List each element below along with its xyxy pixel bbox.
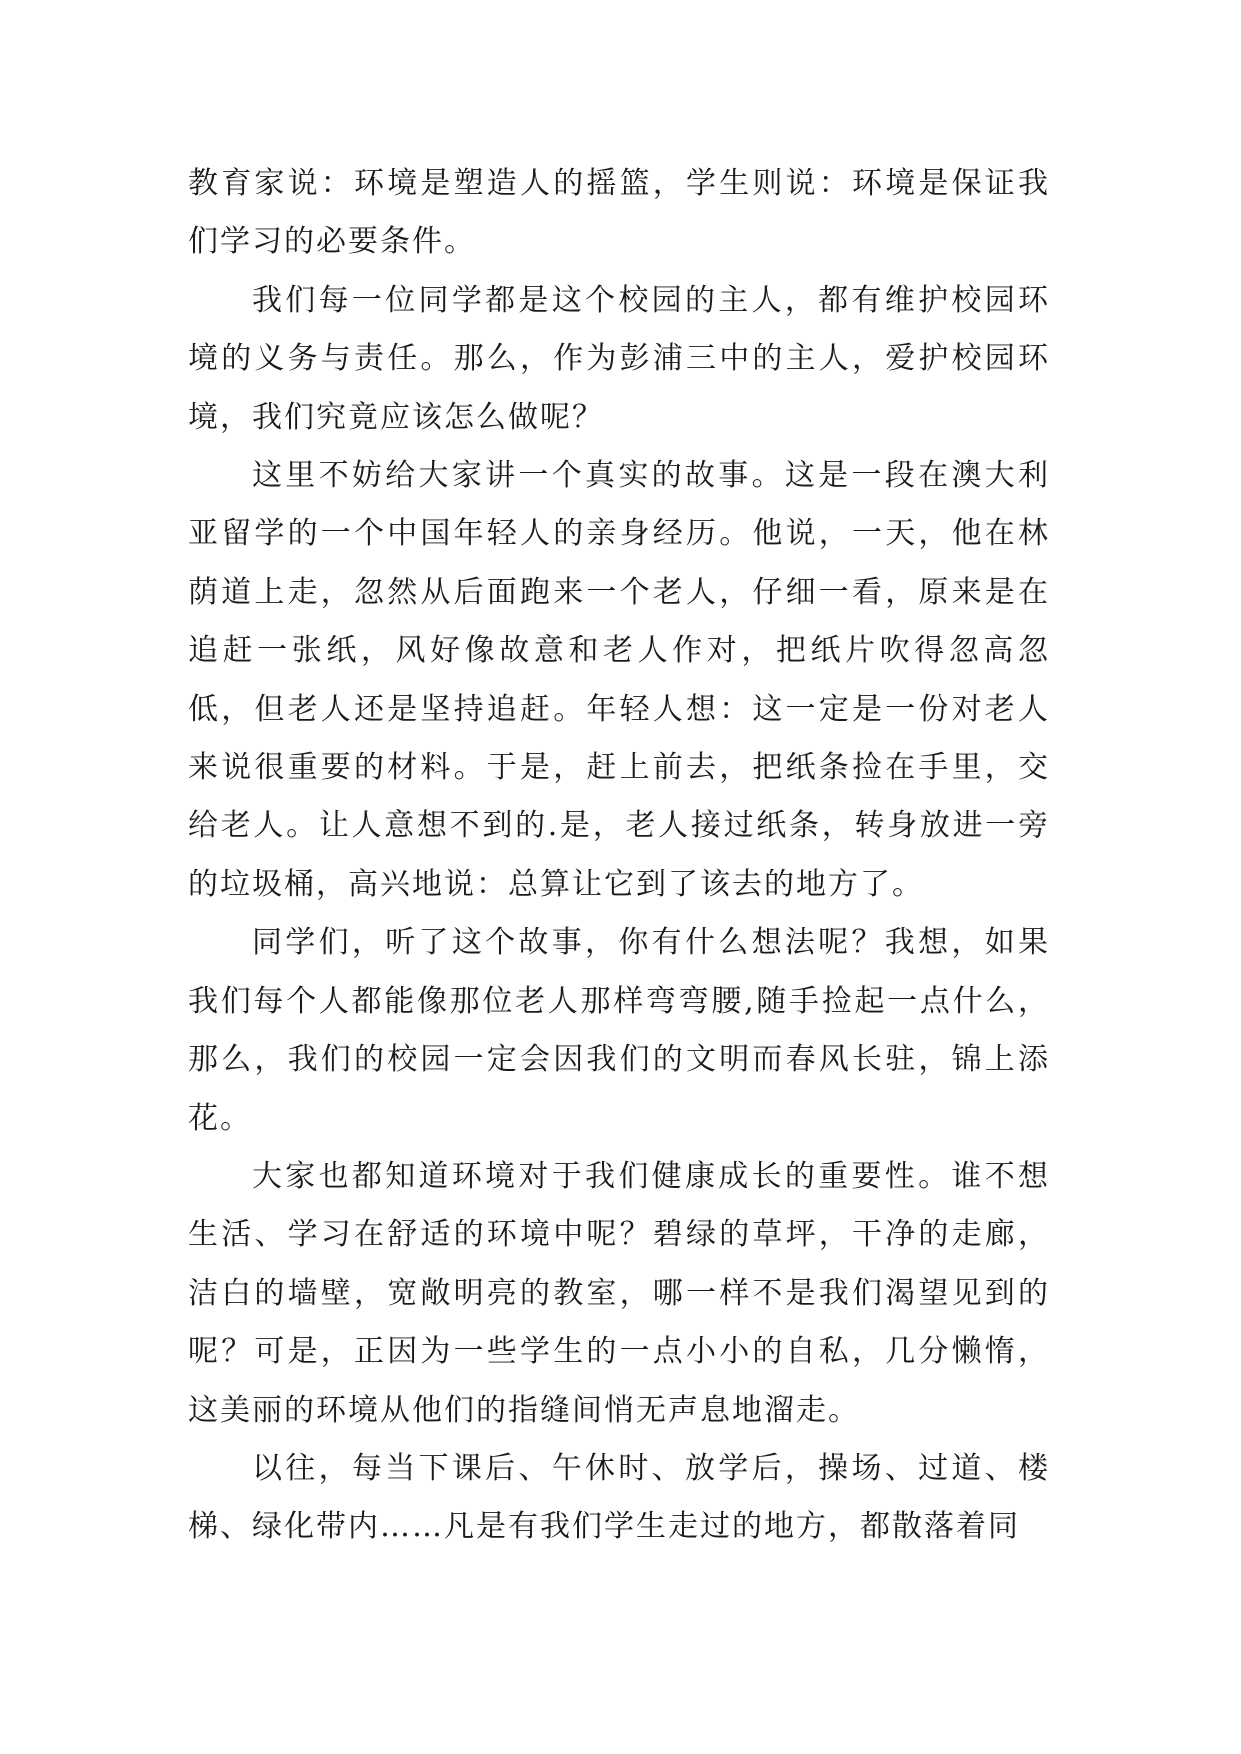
paragraph-1: 教育家说：环境是塑造人的摇篮，学生则说：环境是保证我们学习的必要条件。: [188, 166, 1050, 260]
paragraph-3: 这里不妨给大家讲一个真实的故事。这是一段在澳大利亚留学的一个中国年轻人的亲身经历。他说，一天，他在林荫道上走，忽然从后面跑来一个老人，仔细一看，原来是在追赶一张纸，风好像故意和老人作对，把纸片吹得忽高忽低，但老人还是坚持追赶。年轻人想：这一定是一份对老人来说很重要的材料。于是，赶上前去，把纸条捡在手里，交给老人。让人意想不到的.是，老人接过纸条，转身放进一旁的垃圾桶，高兴地说：总算让它到了该去的地方了。: [188, 458, 1050, 902]
paragraph-2: 我们每一位同学都是这个校园的主人，都有维护校园环境的义务与责任。那么，作为彭浦三中的主人，爱护校园环境，我们究竟应该怎么做呢？: [188, 282, 1050, 435]
document-body: [188, 155, 1050, 1557]
paragraph-4: 同学们，听了这个故事，你有什么想法呢？我想，如果我们每个人都能像那位老人那样弯弯腰,随手捡起一点什么，那么，我们的校园一定会因我们的文明而春风长驻，锦上添花。: [188, 925, 1050, 1136]
paragraph-6: 以往，每当下课后、午休时、放学后，操场、过道、楼梯、绿化带内……凡是有我们学生走过的地方，都散落着同: [188, 1450, 1050, 1545]
paragraph-5: 大家也都知道环境对于我们健康成长的重要性。谁不想生活、学习在舒适的环境中呢？碧绿的草坪，干净的走廊，洁白的墙壁，宽敞明亮的教室，哪一样不是我们渴望见到的呢？可是，正因为一些学生的一点小小的自私，几分懒惰，这美丽的环境从他们的指缝间悄无声息地溜走。: [188, 1158, 1050, 1428]
